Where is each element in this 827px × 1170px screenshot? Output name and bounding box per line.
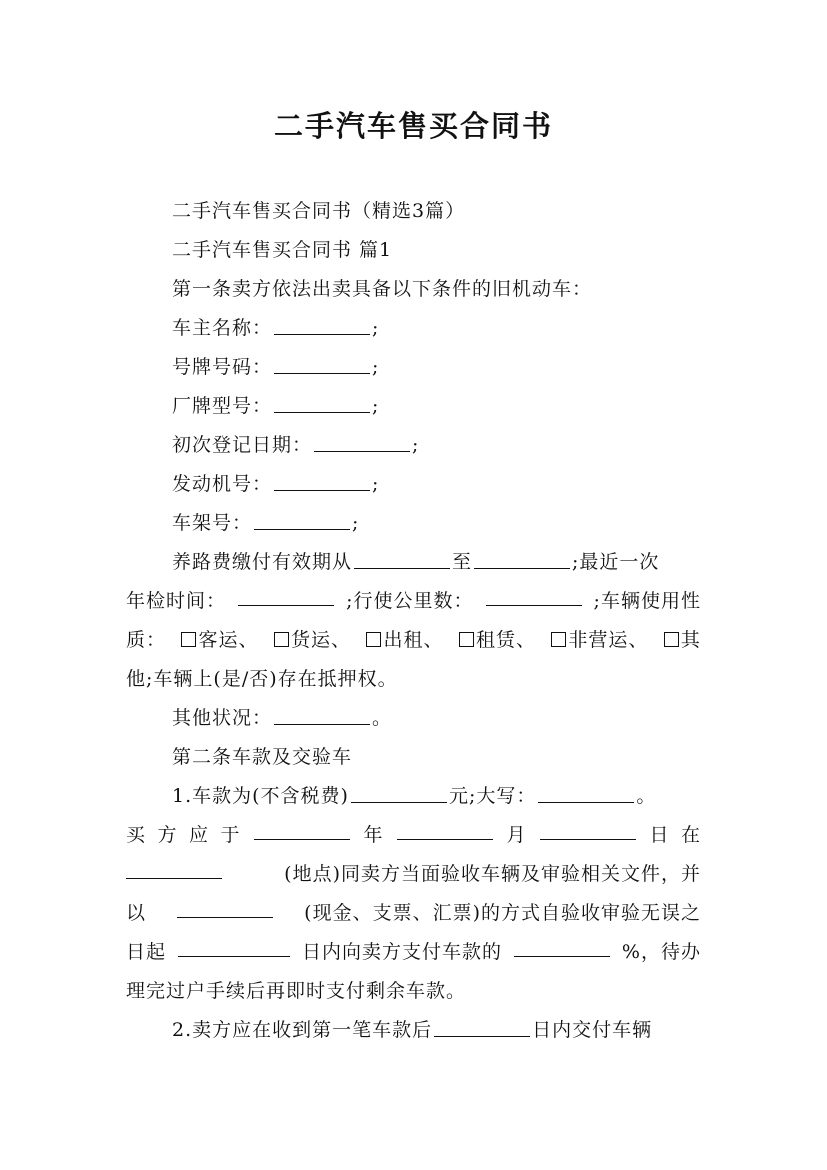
payment-method-line: 以 (现金、支票、汇票)的方式自验收审验无误之 <box>126 902 701 924</box>
nature-label: 质： <box>126 629 167 651</box>
blank-line <box>178 940 290 957</box>
blank-line <box>514 940 610 957</box>
location-text: (地点)同卖方当面验收车辆及审验相关文件，并 <box>284 863 701 885</box>
blank-line <box>486 589 582 606</box>
payment-method-text: (现金、支票、汇票)的方式自验收审验无误之 <box>304 902 701 924</box>
plate-number-label: 号牌号码： <box>172 356 273 378</box>
payment-ratio-line: 日起 日内向卖方支付车款的 %，待办 <box>126 941 701 963</box>
option-other: 其 <box>661 628 701 652</box>
checkbox-icon[interactable] <box>459 632 474 647</box>
model-label: 厂牌型号： <box>172 395 273 417</box>
period: 。 <box>372 707 393 729</box>
semicolon: ; <box>352 512 360 534</box>
blank-line <box>274 396 370 413</box>
owner-name-field <box>172 316 379 340</box>
semicolon: ; <box>412 434 420 456</box>
item-2-line <box>172 1018 652 1042</box>
option-taxi: 出租、 <box>363 628 443 652</box>
usage-nature-label: ;车辆使用性 <box>593 590 701 612</box>
blank-line <box>274 474 370 491</box>
option-passenger: 客运、 <box>178 628 258 652</box>
blank-line <box>474 552 570 569</box>
frame-number-label: 车架号： <box>172 512 253 534</box>
toll-fee-text: 养路费缴付有效期从 <box>172 551 353 573</box>
blank-line <box>397 823 493 840</box>
blank-line <box>351 786 447 803</box>
semicolon: ; <box>372 356 380 378</box>
blank-line <box>126 862 222 879</box>
intro-line: 二手汽车售买合同书（精选3篇） <box>172 200 466 222</box>
month-label: 月 <box>506 824 527 846</box>
first-registration-label: 初次登记日期： <box>172 434 313 456</box>
plate-number-field <box>172 355 379 379</box>
period: 。 <box>636 785 657 807</box>
checkbox-icon[interactable] <box>551 632 566 647</box>
blank-line <box>274 357 370 374</box>
page-title: 二手汽车售买合同书 <box>273 109 553 143</box>
blank-line <box>238 589 334 606</box>
to-text: 至 <box>452 551 473 573</box>
other-status-field <box>172 706 392 730</box>
usage-options-line <box>126 628 701 652</box>
blank-line <box>540 823 636 840</box>
day-label: 日 <box>649 824 670 846</box>
model-field <box>172 394 379 418</box>
semicolon: ; <box>372 395 380 417</box>
remaining-payment-line: 理完过户手续后再即时支付剩余车款。 <box>126 980 467 1002</box>
blank-line <box>177 901 273 918</box>
mileage-label: ;行使公里数： <box>346 590 474 612</box>
delivery-text: 2.卖方应在收到第一笔车款后 <box>172 1019 433 1041</box>
inspection-text: ;最近一次 <box>572 551 660 573</box>
blank-line <box>434 1020 530 1037</box>
semicolon: ; <box>372 473 380 495</box>
year-label: 年 <box>363 824 384 846</box>
engine-number-field <box>172 472 379 496</box>
frame-number-field <box>172 511 359 535</box>
semicolon: ; <box>372 317 380 339</box>
first-registration-field <box>172 433 419 457</box>
toll-fee-line <box>172 550 659 574</box>
checkbox-icon[interactable] <box>366 632 381 647</box>
delivery-days-text: 日内交付车辆 <box>532 1019 653 1041</box>
inspection-time-label: 年检时间： <box>126 590 227 612</box>
blank-line <box>274 708 370 725</box>
article-2-heading: 第二条车款及交验车 <box>172 746 353 768</box>
payment-ratio-text: 日内向卖方支付车款的 <box>301 941 502 963</box>
option-freight: 货运、 <box>271 628 351 652</box>
location-line <box>126 862 701 886</box>
other-status-label: 其他状况： <box>172 707 273 729</box>
blank-line <box>314 435 410 452</box>
capital-label: 元;大写： <box>448 785 537 807</box>
article-1-heading: 第一条卖方依法出卖具备以下条件的旧机动车： <box>172 278 593 300</box>
blank-line <box>538 786 634 803</box>
blank-line <box>254 823 350 840</box>
engine-number-label: 发动机号： <box>172 473 273 495</box>
blank-line <box>274 318 370 335</box>
blank-line <box>354 552 450 569</box>
checkbox-icon[interactable] <box>274 632 289 647</box>
buyer-date-line: 买 方 应 于 年 月 日 在 <box>126 824 701 846</box>
blank-line <box>254 513 350 530</box>
price-label: 1.车款为(不含税费) <box>172 785 349 807</box>
checkbox-icon[interactable] <box>181 632 196 647</box>
inspection-line <box>126 589 701 613</box>
lien-line: 他;车辆上(是/否)存在抵押权。 <box>126 668 398 690</box>
option-non-commercial: 非营运、 <box>548 628 648 652</box>
option-lease: 租赁、 <box>456 628 536 652</box>
owner-name-label: 车主名称： <box>172 317 273 339</box>
checkbox-icon[interactable] <box>664 632 679 647</box>
item-1-line <box>172 784 656 808</box>
part-heading: 二手汽车售买合同书 篇1 <box>172 239 393 261</box>
